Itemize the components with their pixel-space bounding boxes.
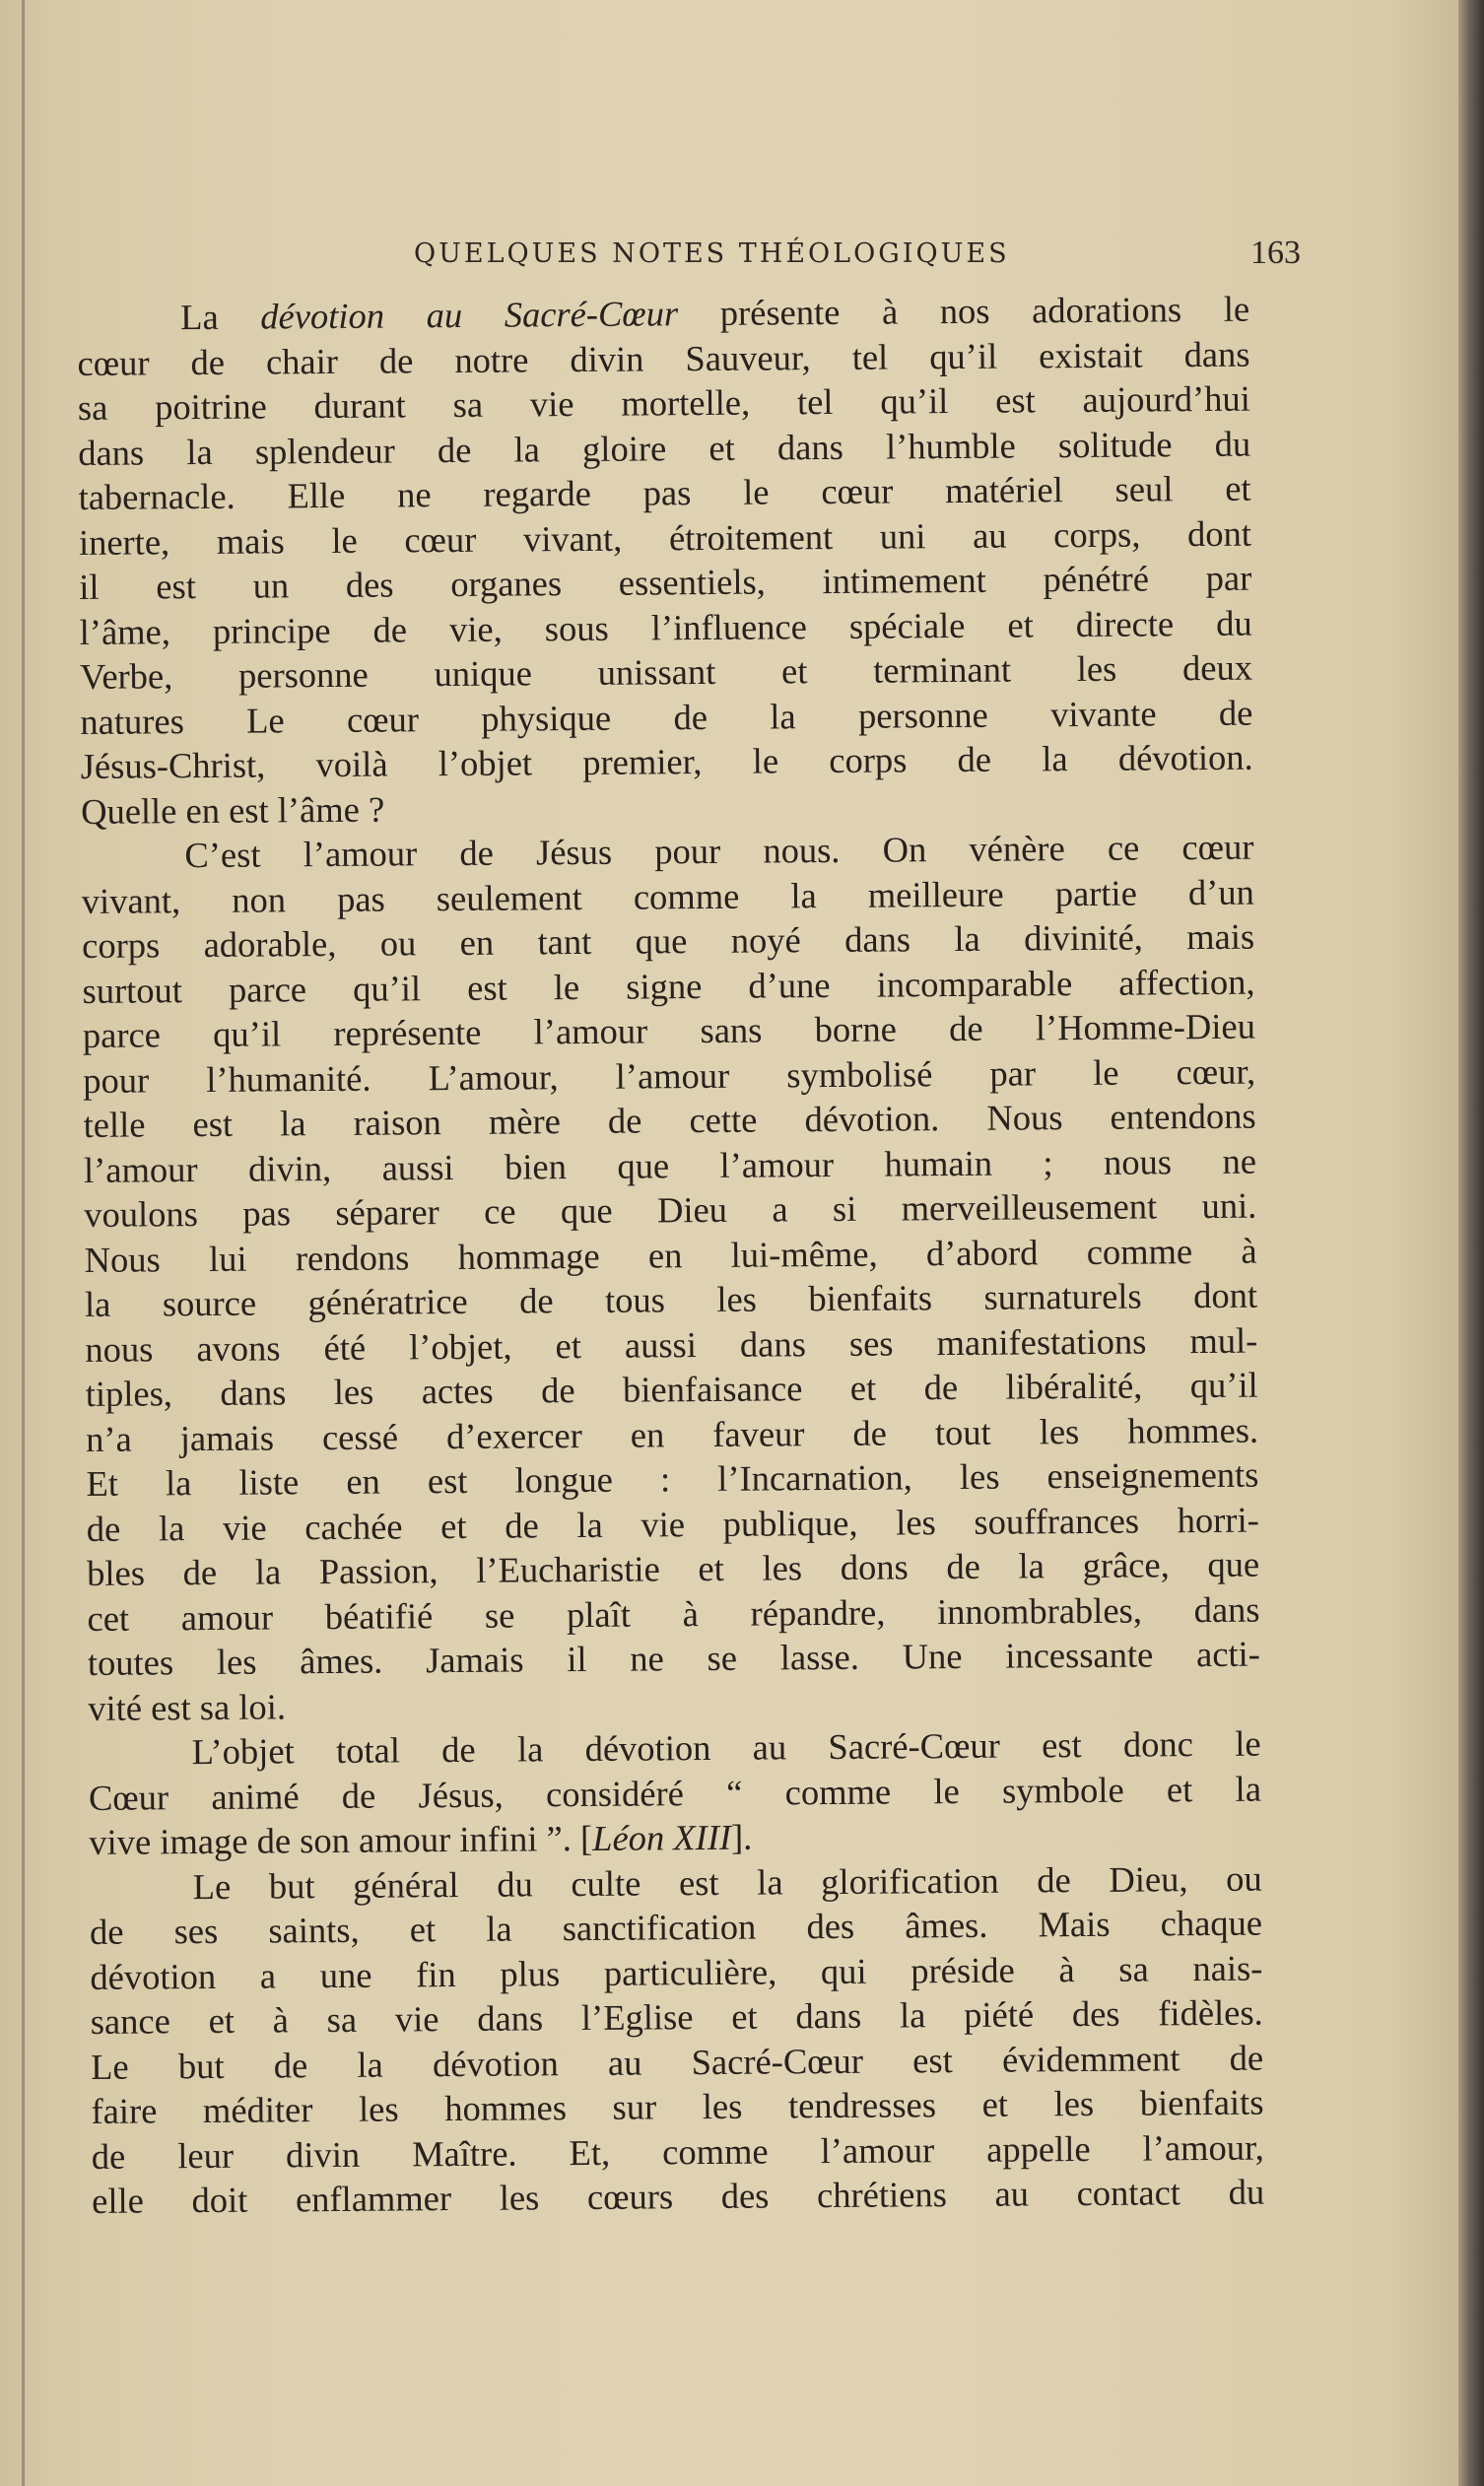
text-line: vité est sa loi. bbox=[88, 1685, 287, 1728]
line-fragment: La bbox=[180, 296, 261, 338]
page-number: 163 bbox=[1250, 235, 1301, 271]
line-fragment: présente à nos adorations le bbox=[677, 288, 1250, 334]
italic-phrase: dévotion au Sacré-Cœur bbox=[260, 293, 679, 337]
text-line: bles de la Passion, l’Eucharistie et les dons de la grâce, que bbox=[87, 1543, 1260, 1593]
text-line: vivant, non pas seulement comme la meilleure partie d’un bbox=[81, 871, 1254, 921]
text-line: faire méditer les hommes sur les tendresses et les bienfaits bbox=[91, 2081, 1264, 2131]
body-text bbox=[77, 287, 1264, 2224]
text-line: Cœur animé de Jésus, considéré “ comme le symbole et la bbox=[88, 1768, 1262, 1818]
page-header bbox=[414, 235, 1301, 284]
text-line: la source génératrice de tous les bienfaits surnaturels dont bbox=[84, 1274, 1258, 1324]
text-line: tiples, dans les actes de bienfaisance et de libéralité, qu’il bbox=[85, 1364, 1258, 1414]
text-line: dévotion a une fin plus particulière, qui préside à sa nais- bbox=[90, 1947, 1263, 1997]
text-line: sa poitrine durant sa vie mortelle, tel qu’il est aujourd’hui bbox=[77, 377, 1251, 428]
text-line: cet amour béatifié se plaît à répandre, innombrables, dans bbox=[87, 1588, 1260, 1639]
text-line: il est un des organes essentiels, intimement pénétré par bbox=[79, 557, 1252, 607]
text-line: elle doit enflammer les cœurs des chrétiens au contact du bbox=[92, 2171, 1265, 2221]
gutter-shadow bbox=[22, 0, 25, 2486]
running-head: QUELQUES NOTES THÉOLOGIQUES bbox=[414, 238, 1010, 269]
text-line: surtout parce qu’il est le signe d’une incomparable affection, bbox=[82, 961, 1255, 1011]
line-fragment: ]. bbox=[730, 1816, 753, 1857]
text-line: Le but de la dévotion au Sacré-Cœur est évidemment de bbox=[90, 2037, 1264, 2087]
text-line: Verbe, personne unique unissant et terminant les deux bbox=[79, 646, 1253, 697]
text-line: Quelle en est l’âme ? bbox=[80, 788, 385, 832]
text-line: voulons pas séparer ce que Dieu a si merveilleusement uni. bbox=[84, 1184, 1257, 1235]
text-line: pour l’humanité. L’amour, l’amour symbolisé par le cœur, bbox=[83, 1050, 1256, 1101]
text-line: tabernacle. Elle ne regarde pas le cœur matériel seul et bbox=[78, 467, 1251, 517]
text-line: n’a jamais cessé d’exercer en faveur de tout les hommes. bbox=[85, 1409, 1259, 1459]
text-line: natures Le cœur physique de la personne vivante de bbox=[80, 692, 1253, 742]
text-line: Et la liste en est longue : l’Incarnation, les enseignements bbox=[86, 1453, 1259, 1504]
text-line: de leur divin Maître. Et, comme l’amour appelle l’amour, bbox=[91, 2126, 1264, 2177]
text-line: de ses saints, et la sanctification des âmes. Mais chaque bbox=[89, 1902, 1263, 1952]
text-line: inerte, mais le cœur vivant, étroitement uni au corps, dont bbox=[78, 512, 1252, 563]
citation-author: Léon XIII bbox=[592, 1816, 732, 1858]
text-line: dans la splendeur de la gloire et dans l’humble solitude du bbox=[78, 423, 1251, 473]
text-line: de la vie cachée et de la vie publique, les souffrances horri- bbox=[86, 1499, 1259, 1549]
text-line: Le but général du culte est la glorification de Dieu, ou bbox=[192, 1857, 1262, 1907]
text-line: sance et à sa vie dans l’Eglise et dans la piété des fidèles. bbox=[90, 1991, 1263, 2042]
text-line: cœur de chair de notre divin Sauveur, tel qu’il existait dans bbox=[77, 333, 1250, 383]
text-line: l’âme, principe de vie, sous l’influence spéciale et directe du bbox=[79, 602, 1252, 652]
text-line: telle est la raison mère de cette dévotion. Nous entendons bbox=[83, 1095, 1256, 1145]
text-line: toutes les âmes. Jamais il ne se lasse. Une incessante acti- bbox=[87, 1633, 1261, 1683]
text-line: corps adorable, ou en tant que noyé dans la divinité, mais bbox=[82, 915, 1255, 966]
text-line: Nous lui rendons hommage en lui-même, d’abord comme à bbox=[84, 1230, 1257, 1280]
text-line: Jésus-Christ, voilà l’objet premier, le corps de la dévotion. bbox=[80, 736, 1253, 786]
text-line: l’amour divin, aussi bien que l’amour humain ; nous ne bbox=[83, 1140, 1257, 1190]
page-edge bbox=[1458, 0, 1484, 2486]
text-line: L’objet total de la dévotion au Sacré-Cœur est donc le bbox=[191, 1722, 1261, 1773]
text-line: nous avons été l’objet, et aussi dans ses manifestations mul- bbox=[85, 1319, 1258, 1370]
text-line: parce qu’il représente l’amour sans borne de l’Homme-Dieu bbox=[82, 1005, 1256, 1055]
text-line: C’est l’amour de Jésus pour nous. On vénère ce cœur bbox=[184, 826, 1254, 876]
line-fragment: vive image de son amour infini ”. [ bbox=[89, 1817, 593, 1862]
